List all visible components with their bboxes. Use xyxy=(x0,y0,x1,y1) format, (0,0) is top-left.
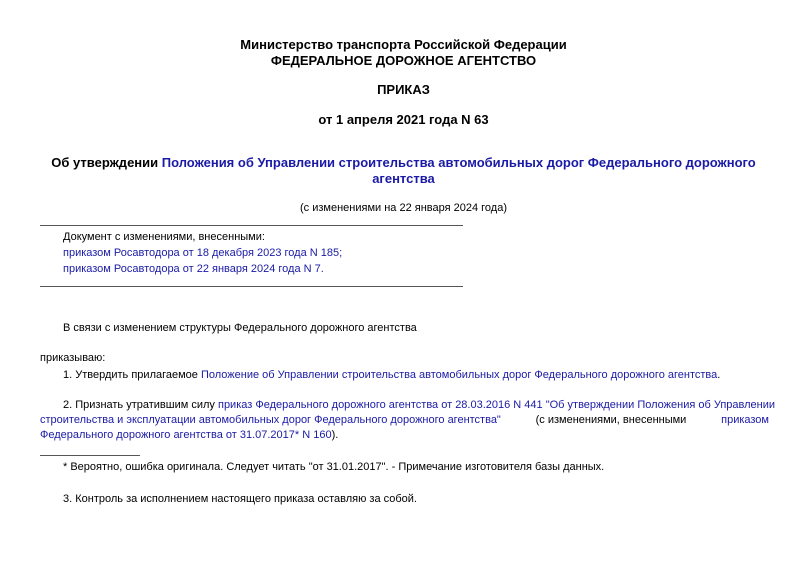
changes-intro: Документ с изменениями, внесенными: xyxy=(63,231,265,243)
p1-suffix: . xyxy=(717,369,721,381)
revision-note: (с изменениями на 22 января 2024 года) xyxy=(299,202,507,214)
paragraph-2-line3 xyxy=(40,428,338,443)
change-link-2[interactable]: приказом Росавтодора от 22 января 2024 года N 7. xyxy=(63,263,324,275)
p2-link-continued[interactable]: строительства и эксплуатации автомобильных дорог Федерального дорожного агентства" xyxy=(40,414,501,426)
date-number-heading: от 1 апреля 2021 года N 63 xyxy=(318,112,489,127)
agency-heading: ФЕДЕРАЛЬНОЕ ДОРОЖНОЕ АГЕНТСТВО xyxy=(270,53,537,68)
p2-prefix: 2. Признать утратившим силу xyxy=(63,399,218,411)
document-title xyxy=(0,155,807,171)
footnote: * Вероятно, ошибка оригинала. Следует читать "от 31.01.2017". - Примечание изготовителя базы данных. xyxy=(63,461,605,473)
p2-link[interactable]: приказ Федерального дорожного агентства от 28.03.2016 N 441 "Об утверждении Положения об Управлении xyxy=(217,399,776,411)
p1-link[interactable]: Положение об Управлении строительства автомобильных дорог Федерального дорожного агентства xyxy=(200,369,718,381)
changes-bottom-divider xyxy=(40,286,463,287)
footnote-divider xyxy=(40,455,140,456)
paragraph-3: 3. Контроль за исполнением настоящего приказа оставляю за собой. xyxy=(63,493,417,505)
doc-type-heading: ПРИКАЗ xyxy=(377,82,430,97)
p2-suffix: ). xyxy=(331,429,339,441)
p1-prefix: 1. Утвердить прилагаемое xyxy=(63,369,201,381)
paragraph-2-line1 xyxy=(63,398,775,413)
title-link[interactable]: Положения об Управлении строительства автомобильных дорог Федерального дорожного xyxy=(161,155,756,170)
preamble: В связи с изменением структуры Федерального дорожного агентства xyxy=(63,322,417,334)
change-link-1[interactable]: приказом Росавтодора от 18 декабря 2023 года N 185; xyxy=(63,247,343,259)
order-word: приказываю: xyxy=(40,352,106,364)
title-link-continued[interactable]: агентства xyxy=(372,171,435,186)
p2-link2-continued[interactable]: Федерального дорожного агентства от 31.07.2017* N 160 xyxy=(40,429,332,441)
paragraph-2-line2 xyxy=(40,413,769,428)
title-prefix: Об утверждении xyxy=(51,155,162,170)
changes-top-divider xyxy=(40,225,463,226)
paragraph-1 xyxy=(63,368,720,383)
p2-link2[interactable]: приказом xyxy=(721,414,769,426)
p2-mid-text: (с изменениями, внесенными xyxy=(532,414,690,426)
ministry-heading: Министерство транспорта Российской Федерации xyxy=(240,37,567,52)
document-title-line2 xyxy=(0,171,807,187)
